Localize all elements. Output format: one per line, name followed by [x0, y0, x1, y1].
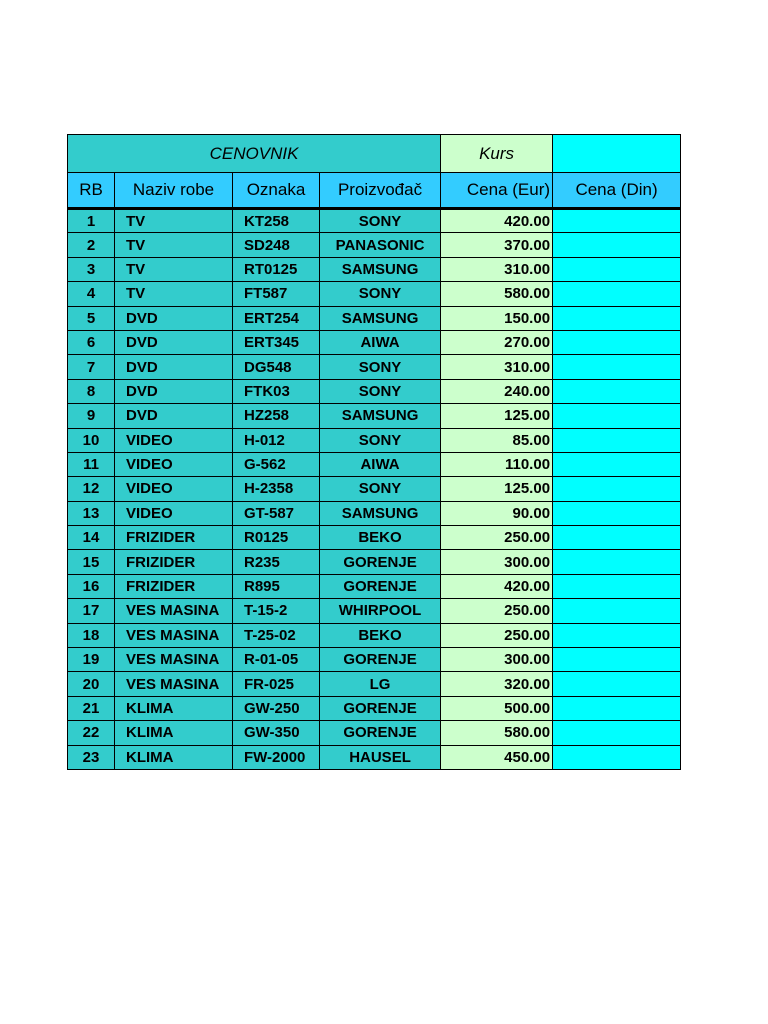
table-row — [68, 745, 681, 769]
cell-cena-eur[interactable]: 250.00 — [441, 599, 553, 623]
cell-rb[interactable]: 5 — [68, 306, 115, 330]
cell-naziv[interactable]: KLIMA — [115, 721, 233, 745]
table-row — [68, 501, 681, 525]
cell-proizvodjac[interactable]: PANASONIC — [320, 233, 441, 257]
cell-naziv[interactable]: KLIMA — [115, 696, 233, 720]
cell-naziv[interactable]: DVD — [115, 306, 233, 330]
cell-rb[interactable]: 8 — [68, 379, 115, 403]
cell-cena-din[interactable] — [553, 330, 681, 354]
cell-cena-din[interactable] — [553, 501, 681, 525]
cell-cena-din[interactable] — [553, 721, 681, 745]
cell-cena-eur[interactable]: 90.00 — [441, 501, 553, 525]
cell-cena-eur[interactable]: 240.00 — [441, 379, 553, 403]
cell-oznaka[interactable]: HZ258 — [233, 404, 320, 428]
cell-cena-din[interactable] — [553, 745, 681, 769]
cell-naziv[interactable]: TV — [115, 257, 233, 281]
cell-cena-eur[interactable]: 420.00 — [441, 574, 553, 598]
cell-oznaka[interactable]: R0125 — [233, 526, 320, 550]
cell-rb[interactable]: 18 — [68, 623, 115, 647]
cell-oznaka[interactable]: GT-587 — [233, 501, 320, 525]
cell-cena-din[interactable] — [553, 550, 681, 574]
cell-proizvodjac[interactable]: SONY — [320, 209, 441, 233]
cell-cena-eur[interactable]: 250.00 — [441, 623, 553, 647]
cell-proizvodjac[interactable]: SONY — [320, 355, 441, 379]
table-row — [68, 379, 681, 403]
cell-naziv[interactable]: TV — [115, 233, 233, 257]
cell-proizvodjac[interactable]: AIWA — [320, 452, 441, 476]
cell-rb[interactable]: 12 — [68, 477, 115, 501]
cell-oznaka[interactable]: DG548 — [233, 355, 320, 379]
table-row — [68, 648, 681, 672]
cell-proizvodjac[interactable]: GORENJE — [320, 574, 441, 598]
cell-rb[interactable]: 11 — [68, 452, 115, 476]
cell-cena-din[interactable] — [553, 233, 681, 257]
table-row — [68, 452, 681, 476]
header-rb[interactable]: RB — [68, 173, 115, 209]
cell-cena-eur[interactable]: 125.00 — [441, 404, 553, 428]
table-row — [68, 599, 681, 623]
table-row — [68, 209, 681, 233]
table-row — [68, 306, 681, 330]
cell-naziv[interactable]: KLIMA — [115, 745, 233, 769]
cell-cena-din[interactable] — [553, 477, 681, 501]
cell-cena-din[interactable] — [553, 599, 681, 623]
cell-cena-din[interactable] — [553, 306, 681, 330]
cell-rb[interactable]: 17 — [68, 599, 115, 623]
cell-cena-din[interactable] — [553, 672, 681, 696]
cell-rb[interactable]: 23 — [68, 745, 115, 769]
cell-rb[interactable]: 4 — [68, 282, 115, 306]
header-row — [68, 173, 681, 209]
cell-naziv[interactable]: FRIZIDER — [115, 574, 233, 598]
cell-naziv[interactable]: VIDEO — [115, 501, 233, 525]
table-row — [68, 550, 681, 574]
cell-oznaka[interactable]: ERT254 — [233, 306, 320, 330]
title-row — [68, 135, 681, 173]
cell-cena-din[interactable] — [553, 355, 681, 379]
cell-cena-din[interactable] — [553, 282, 681, 306]
table-row — [68, 672, 681, 696]
cell-cena-din[interactable] — [553, 209, 681, 233]
table-row — [68, 355, 681, 379]
cell-proizvodjac[interactable]: BEKO — [320, 526, 441, 550]
cell-naziv[interactable]: FRIZIDER — [115, 526, 233, 550]
cell-proizvodjac[interactable]: SAMSUNG — [320, 257, 441, 281]
cell-cena-eur[interactable]: 270.00 — [441, 330, 553, 354]
cell-oznaka[interactable]: GW-350 — [233, 721, 320, 745]
cell-cena-eur[interactable]: 125.00 — [441, 477, 553, 501]
cell-naziv[interactable]: TV — [115, 209, 233, 233]
cell-rb[interactable]: 1 — [68, 209, 115, 233]
cell-oznaka[interactable]: FR-025 — [233, 672, 320, 696]
header-cena-eur[interactable]: Cena (Eur) — [441, 173, 553, 209]
cell-proizvodjac[interactable]: SAMSUNG — [320, 306, 441, 330]
header-naziv[interactable]: Naziv robe — [115, 173, 233, 209]
cell-oznaka[interactable]: R895 — [233, 574, 320, 598]
cell-cena-eur[interactable]: 310.00 — [441, 257, 553, 281]
cell-rb[interactable]: 9 — [68, 404, 115, 428]
cell-oznaka[interactable]: G-562 — [233, 452, 320, 476]
cell-rb[interactable]: 21 — [68, 696, 115, 720]
cell-naziv[interactable]: DVD — [115, 330, 233, 354]
cell-naziv[interactable]: DVD — [115, 404, 233, 428]
table-row — [68, 233, 681, 257]
cell-cena-din[interactable] — [553, 623, 681, 647]
cell-oznaka[interactable]: R-01-05 — [233, 648, 320, 672]
cell-rb[interactable]: 13 — [68, 501, 115, 525]
header-cena-din[interactable]: Cena (Din) — [553, 173, 681, 209]
cell-cena-din[interactable] — [553, 696, 681, 720]
title-cell[interactable]: CENOVNIK — [68, 135, 441, 173]
cell-cena-eur[interactable]: 580.00 — [441, 721, 553, 745]
header-oznaka[interactable]: Oznaka — [233, 173, 320, 209]
cell-rb[interactable]: 22 — [68, 721, 115, 745]
cell-proizvodjac[interactable]: LG — [320, 672, 441, 696]
table-row — [68, 282, 681, 306]
cell-proizvodjac[interactable]: SONY — [320, 282, 441, 306]
cell-proizvodjac[interactable]: SAMSUNG — [320, 404, 441, 428]
cell-oznaka[interactable]: T-25-02 — [233, 623, 320, 647]
cell-cena-eur[interactable]: 420.00 — [441, 209, 553, 233]
cell-oznaka[interactable]: FW-2000 — [233, 745, 320, 769]
cell-cena-eur[interactable]: 250.00 — [441, 526, 553, 550]
table-row — [68, 257, 681, 281]
cell-cena-eur[interactable]: 150.00 — [441, 306, 553, 330]
cell-oznaka[interactable]: GW-250 — [233, 696, 320, 720]
table-row — [68, 404, 681, 428]
cell-rb[interactable]: 10 — [68, 428, 115, 452]
cell-rb[interactable]: 16 — [68, 574, 115, 598]
cell-cena-din[interactable] — [553, 526, 681, 550]
cell-naziv[interactable]: VIDEO — [115, 452, 233, 476]
cell-cena-din[interactable] — [553, 404, 681, 428]
cell-rb[interactable]: 6 — [68, 330, 115, 354]
cell-oznaka[interactable]: ERT345 — [233, 330, 320, 354]
cell-proizvodjac[interactable]: GORENJE — [320, 550, 441, 574]
cell-cena-eur[interactable]: 85.00 — [441, 428, 553, 452]
cell-oznaka[interactable]: SD248 — [233, 233, 320, 257]
cell-cena-eur[interactable]: 110.00 — [441, 452, 553, 476]
table-row — [68, 330, 681, 354]
cell-oznaka[interactable]: R235 — [233, 550, 320, 574]
cell-proizvodjac[interactable]: GORENJE — [320, 648, 441, 672]
cell-proizvodjac[interactable]: SONY — [320, 379, 441, 403]
cell-naziv[interactable]: VES MASINA — [115, 623, 233, 647]
cell-oznaka[interactable]: FT587 — [233, 282, 320, 306]
exchange-rate-value-cell[interactable] — [553, 135, 681, 173]
cell-rb[interactable]: 2 — [68, 233, 115, 257]
cell-rb[interactable]: 3 — [68, 257, 115, 281]
cell-oznaka[interactable]: T-15-2 — [233, 599, 320, 623]
cell-cena-din[interactable] — [553, 428, 681, 452]
cell-rb[interactable]: 14 — [68, 526, 115, 550]
cell-cena-eur[interactable]: 320.00 — [441, 672, 553, 696]
cell-oznaka[interactable]: KT258 — [233, 209, 320, 233]
cell-cena-din[interactable] — [553, 574, 681, 598]
cell-proizvodjac[interactable]: GORENJE — [320, 721, 441, 745]
cell-rb[interactable]: 15 — [68, 550, 115, 574]
cell-naziv[interactable]: TV — [115, 282, 233, 306]
cell-oznaka[interactable]: H-2358 — [233, 477, 320, 501]
cell-cena-din[interactable] — [553, 379, 681, 403]
table-row — [68, 696, 681, 720]
cell-rb[interactable]: 7 — [68, 355, 115, 379]
table-row — [68, 721, 681, 745]
cell-oznaka[interactable]: H-012 — [233, 428, 320, 452]
cell-proizvodjac[interactable]: AIWA — [320, 330, 441, 354]
header-proizvodjac[interactable]: Proizvođač — [320, 173, 441, 209]
cell-proizvodjac[interactable]: BEKO — [320, 623, 441, 647]
cell-cena-eur[interactable]: 500.00 — [441, 696, 553, 720]
table-row — [68, 623, 681, 647]
cell-oznaka[interactable]: RT0125 — [233, 257, 320, 281]
cell-proizvodjac[interactable]: HAUSEL — [320, 745, 441, 769]
cell-cena-eur[interactable]: 300.00 — [441, 648, 553, 672]
table-row — [68, 428, 681, 452]
table-row — [68, 574, 681, 598]
exchange-rate-label-cell[interactable]: Kurs — [441, 135, 553, 173]
cell-naziv[interactable]: VES MASINA — [115, 672, 233, 696]
cell-naziv[interactable]: VES MASINA — [115, 599, 233, 623]
cell-cena-eur[interactable]: 450.00 — [441, 745, 553, 769]
cell-naziv[interactable]: DVD — [115, 355, 233, 379]
cell-naziv[interactable]: DVD — [115, 379, 233, 403]
cell-rb[interactable]: 19 — [68, 648, 115, 672]
cell-cena-eur[interactable]: 300.00 — [441, 550, 553, 574]
cell-naziv[interactable]: VIDEO — [115, 428, 233, 452]
cell-cena-din[interactable] — [553, 452, 681, 476]
cell-cena-din[interactable] — [553, 648, 681, 672]
cell-cena-eur[interactable]: 580.00 — [441, 282, 553, 306]
cell-naziv[interactable]: FRIZIDER — [115, 550, 233, 574]
cell-proizvodjac[interactable]: GORENJE — [320, 696, 441, 720]
table-row — [68, 526, 681, 550]
cell-proizvodjac[interactable]: WHIRPOOL — [320, 599, 441, 623]
cell-naziv[interactable]: VES MASINA — [115, 648, 233, 672]
cell-oznaka[interactable]: FTK03 — [233, 379, 320, 403]
price-list-table — [67, 134, 681, 770]
cell-cena-din[interactable] — [553, 257, 681, 281]
cell-naziv[interactable]: VIDEO — [115, 477, 233, 501]
table-row — [68, 477, 681, 501]
cell-cena-eur[interactable]: 370.00 — [441, 233, 553, 257]
cell-proizvodjac[interactable]: SONY — [320, 428, 441, 452]
cell-proizvodjac[interactable]: SAMSUNG — [320, 501, 441, 525]
cell-proizvodjac[interactable]: SONY — [320, 477, 441, 501]
cell-rb[interactable]: 20 — [68, 672, 115, 696]
cell-cena-eur[interactable]: 310.00 — [441, 355, 553, 379]
